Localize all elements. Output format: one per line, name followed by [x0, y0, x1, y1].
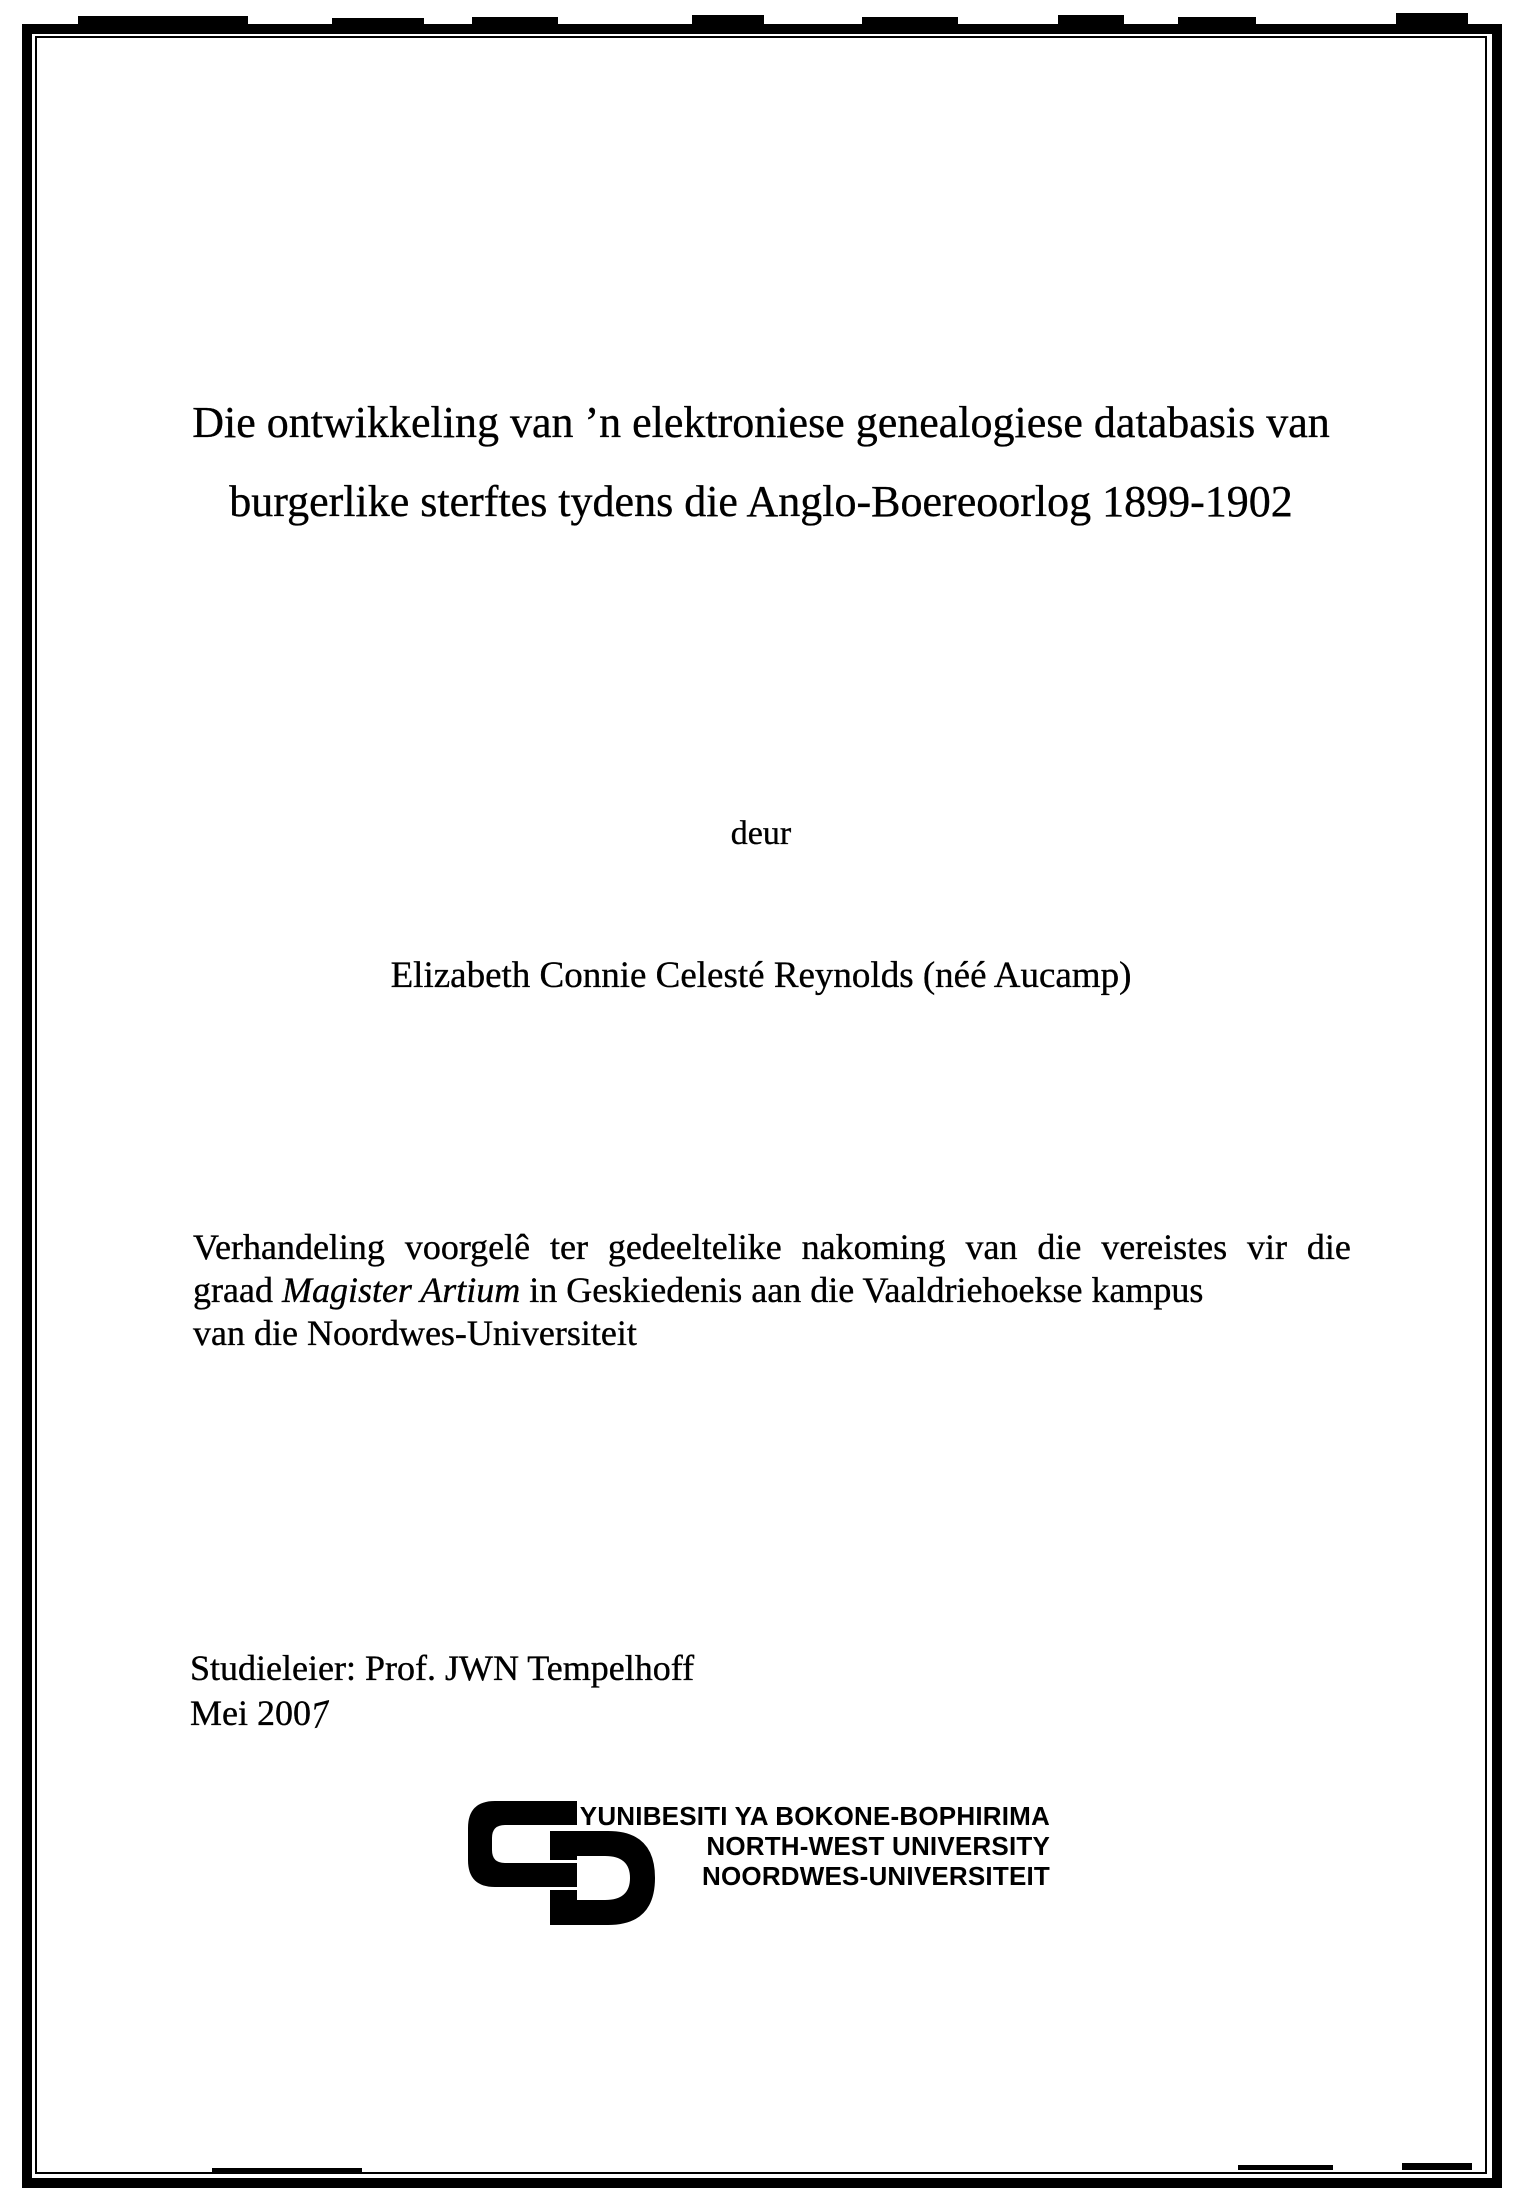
statement-line-2-pre: graad — [193, 1270, 282, 1310]
scan-artifact — [1238, 2165, 1333, 2170]
nwu-logo-wordmark — [580, 1801, 1050, 1891]
scan-artifact — [472, 17, 558, 25]
logo-text-line-3: NOORDWES-UNIVERSITEIT — [702, 1861, 1050, 1891]
statement-line-3: van die Noordwes-Universiteit — [193, 1313, 637, 1353]
scan-artifact — [332, 18, 424, 25]
logo-text-line-2: NORTH-WEST UNIVERSITY — [706, 1831, 1050, 1861]
scan-artifact — [78, 16, 248, 25]
title-line-1: Die ontwikkeling van ’n elektroniese genealogiese databasis van — [192, 398, 1330, 447]
thesis-statement — [193, 1226, 1351, 1355]
statement-line-2-degree: Magister Artium — [281, 1270, 521, 1310]
byline-deur: deur — [730, 815, 792, 852]
supervisor-line: Studieleier: Prof. JWN Tempelhoff — [190, 1648, 695, 1688]
supervisor-block — [190, 1646, 694, 1736]
scan-artifact — [692, 15, 764, 25]
logo-text-line-1: YUNIBESITI YA BOKONE-BOPHIRIMA — [579, 1801, 1050, 1831]
statement-line-2-post: in Geskiedenis aan die Vaaldriehoekse kampus — [520, 1270, 1204, 1310]
author-name: Elizabeth Connie Celesté Reynolds (néé Aucamp) — [390, 955, 1132, 996]
date-line — [190, 1691, 694, 1736]
scan-artifact — [1058, 15, 1124, 25]
scan-artifact — [862, 17, 958, 25]
scan-artifact — [1402, 2163, 1472, 2170]
scan-artifact — [1396, 13, 1468, 25]
statement-line-1: Verhandeling voorgelê ter gedeeltelike nakoming van die vereistes vir die — [193, 1227, 1351, 1267]
statement-line-2 — [193, 1269, 1351, 1312]
title-line-2: burgerlike sterftes tydens die Anglo-Boereoorlog 1899-1902 — [229, 477, 1293, 526]
date-last-digit: 7 — [310, 1691, 331, 1738]
date-prefix: Mei 200 — [190, 1693, 311, 1733]
scan-artifact — [1178, 17, 1256, 25]
scan-artifact — [212, 2168, 362, 2173]
